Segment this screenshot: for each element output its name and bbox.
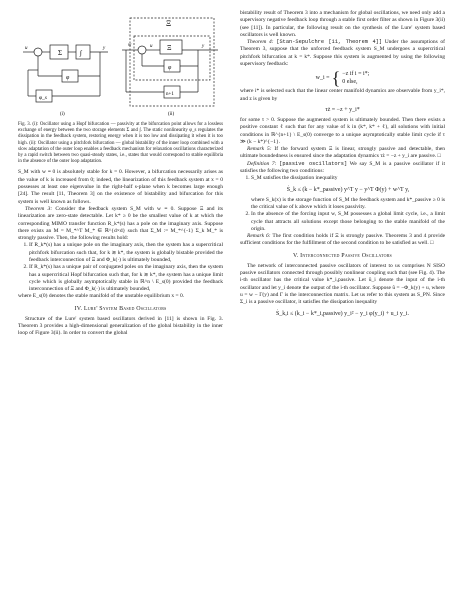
xi-label: Ξ bbox=[167, 44, 172, 52]
equation-case-2: 0 else, bbox=[342, 79, 358, 86]
paragraph-section-5: The network of interconnected passive oscillators of interest to us comprises N SISO passive oscillators connected through possibly nonlinear coupling such that (see Fig. 4). The i-th oscillator has the critical value k*_i,passive. Let ũ_i denote the input of the i-th oscillator and let y_i denote the output of the i-th oscillator. Suppose ũ = −Φ_k(y) + u, where u = w − Γ(y) and Γ is the interconnection matrix. Let us refer to this system as S_PN. Since Σ_i is a passive oscillator, it satisfies the dissipation inequality bbox=[240, 262, 445, 306]
u-label-i: u bbox=[25, 46, 28, 51]
equation-w-lhs: w_i = bbox=[315, 75, 330, 82]
left-column bbox=[18, 10, 223, 338]
y-label-ii: y bbox=[202, 44, 205, 49]
theorem-3-text: Consider the feedback system S_M with w ≡ 0. Suppose Ξ and its linearization are zero-state detectable. Let k* ≥ 0 be the smallest value of k at which the corresponding MIMO transfer function R_k*(s) has a pole on the imaginary axis. Suppose there exists an M = M_*^T M_* ∈ ℝ^{d×d} such that Σ_M := M_*^{-1} Σ_k M_* is strongly passive. Then, the following results hold: bbox=[18, 205, 223, 242]
equation-brace: { bbox=[331, 68, 341, 89]
theorem-4-text: Under the assumptions of Theorem 3, suppose that the unforced feedback system S_M undergoes a supercritical pitchfork bifurcation at k = k*. Suppose this system is augmented by using the following supervisory feedback: bbox=[240, 39, 446, 68]
inner-loop-box bbox=[134, 36, 210, 80]
remark-5-qed: □ bbox=[437, 153, 441, 160]
remark-6-title: Remark 6: bbox=[247, 233, 271, 240]
phi-block-ii bbox=[164, 60, 180, 72]
theorem-4-title: Theorem 4: bbox=[247, 39, 274, 46]
integrator-block bbox=[76, 45, 90, 59]
equation-case-1: −z if i = i*; bbox=[342, 71, 370, 78]
equation-dissipation-i: Ṡ_k,i ≤ (k_i − k*_i,passive) y_i² − y_i φ(y_i) + u_i y_i. bbox=[275, 310, 410, 317]
phi-s-label: φ_s bbox=[39, 95, 47, 101]
condition-1-after: where S_k(x) is the storage function of S_M the feedback system and k*_passive ≥ 0 is the critical value of k above which it loses passivity. bbox=[251, 196, 445, 210]
definition-7-title: Definition 7: bbox=[247, 160, 277, 167]
paragraph-limit-cycle: for some τ > 0. Suppose the augmented system is ultimately bounded. Then there exists a positive constant ℓ such that for any value of k in (k*, k* + ℓ), all solutions with initial conditions in ℝ^{n+1} \ E_s(0) converge to a unique asymptotically stable limit cycle if τ ≫ (k − k*)^{−1}. bbox=[240, 116, 445, 145]
section-5-heading: V. Interconnected Passive Oscillators bbox=[292, 252, 392, 259]
remark-6 bbox=[240, 233, 445, 248]
paragraph-center-manifold: where i* is selected such that the linear center manifold dynamics are observable from y_i*, and z is given by bbox=[240, 88, 445, 102]
paragraph-bistability: bistability result of Theorem 3 into a mechanism for global oscillations, we need only add a supervisory negative feedback loop through a stable first order filter as shown in Figure 3(ii) (see [11]). In particular, the following result on the synthesis of the Lure' system based oscillators is well known. bbox=[240, 10, 445, 38]
remark-6-text: The first condition holds if Ξ is strongly passive. Theorems 3 and 4 provide sufficient conditions for the fulfillment of the second condition to be satisfied as well. bbox=[240, 233, 446, 247]
subfigure-label-ii: (ii) bbox=[168, 112, 175, 117]
definition-7 bbox=[240, 161, 445, 176]
u-label-ii: u bbox=[150, 44, 153, 49]
remark-5-title: Remark 5: bbox=[247, 146, 272, 153]
remark-6-qed: □ bbox=[430, 240, 434, 247]
figure-caption: Fig. 3. (i): Oscillator using a Hopf bifurcation — passivity at the bifurcation point allows for a lossless exchange of energy between the two storage elements Σ and ∫. The static nonlinearity φ_s regulates the dissipation in the feedback system, restoring energy when it is too low and dissipating it when it is too high. (ii): Oscillator using a pitchfork bifurcation — global bistability of the inner loop combined with a slow adaptation of the outer loop enables a feedback mechanism for relaxation oscillations characterized by a rapid switch between two quasi-steady states, i.e., states that would correspond to stable equilibria in the absence of the outer loop adaptation. bbox=[18, 122, 223, 165]
equation-dissipation: Ṡ_k ≤ (k − k*_passive) y^T y − y^T Φ(y) + w^T y, bbox=[286, 186, 410, 193]
theorem-4 bbox=[240, 39, 445, 68]
y-label-i: y bbox=[103, 46, 106, 51]
figure-3 bbox=[18, 10, 223, 122]
equation-filter: τż = −z + y_i* bbox=[325, 106, 360, 113]
filter-label: n+1 bbox=[166, 92, 174, 97]
diagram-i bbox=[23, 45, 108, 102]
paragraph-section-4: Structure of the Lure' system based oscillators derived in [11] is shown in Fig. 3. Theorem 3 provides a high-dimensional generalization of the global bistability in the inner loop of Figure 3(ii). In order to convert the global bbox=[18, 315, 223, 337]
equation-cases bbox=[342, 70, 369, 86]
phi-label-ii: φ bbox=[168, 65, 172, 71]
w-label-ii: w bbox=[128, 43, 132, 48]
definition-7-reference: [passive oscillators] bbox=[279, 160, 348, 167]
definition-7-condition-1 bbox=[251, 175, 445, 211]
paragraph-stable-manifold: where E_s(0) denotes the stable manifold of the unstable equilibrium x = 0. bbox=[18, 293, 185, 300]
sigma-label: Σ bbox=[58, 49, 63, 57]
xi-outer-label: Ξ bbox=[166, 19, 172, 28]
theorem-3-title: Theorem 3: bbox=[25, 205, 53, 212]
remark-5 bbox=[240, 146, 445, 161]
right-column bbox=[240, 10, 445, 321]
figure-3-diagram bbox=[18, 10, 223, 120]
condition-1-text: S_M satisfies the dissipation inequality bbox=[251, 175, 338, 182]
paragraph-bifurcation: S_M with w ≡ 0 is absolutely stable for k = 0. However, a bifurcation necessarily arises as the value of k is increased from 0; indeed, the linearization of this feedback system at x = 0 possesses at least one eigenvalue in the right-half s-plane when k becomes large enough [24]. The result [11, Theorem 3] on the existence of bistability and bifurcation for this system is well known as follows. bbox=[18, 169, 223, 205]
summing-junction-i bbox=[34, 48, 42, 56]
definition-7-text: We say S_M is a passive oscillator if it satisfies the following two conditions: bbox=[240, 160, 446, 175]
summing-junction-ii bbox=[138, 46, 146, 54]
phi-block bbox=[62, 70, 78, 82]
theorem-3-result-2: 2. If R_k*(s) has a unique pair of conjugated poles on the imaginary axis, then the system has a supercritical Hopf bifurcation such that, for k ≳ k*, the system has a unique limit cycle which is globally asymptotically stable in ℝ^n \ E_s(0) provided the feedback interconnection of Ξ and Φ_k(·) is ultimately bounded, bbox=[29, 264, 223, 293]
theorem-3 bbox=[18, 206, 223, 242]
theorem-3-result-1: 1. If R_k*(s) has a unique pole on the imaginary axis, then the system has a supercritical pitchfork bifurcation such that, for k ≳ k*, the system is globally bistable provided the feedback interconnection of Ξ and Φ_k(·) is ultimately bounded, bbox=[29, 242, 223, 264]
phi-label: φ bbox=[66, 75, 70, 81]
subfigure-label-i: (i) bbox=[60, 112, 65, 117]
section-4-heading: IV. Lure' System Based Oscillators bbox=[74, 305, 167, 312]
theorem-3-results bbox=[18, 242, 223, 293]
remark-5-text: If the forward system Ξ is linear, strongly passive and detectable, then ultimate boundedness is ensured since the adaptation dynamics τż = −z + y_i are passive. bbox=[240, 146, 446, 160]
theorem-4-reference: [Stan-Sepulchre [11, Theorem 4]] bbox=[276, 39, 382, 46]
equation-supervisory-feedback bbox=[240, 68, 445, 89]
definition-7-condition-2: 2. In the absence of the forcing input w, S_M possesses a global limit cycle, i.e., a limit cycle that attracts all solutions except those belonging to the stable manifold of the origin. bbox=[251, 211, 445, 233]
integrator-label: ∫ bbox=[80, 49, 82, 57]
definition-7-conditions bbox=[240, 175, 445, 233]
